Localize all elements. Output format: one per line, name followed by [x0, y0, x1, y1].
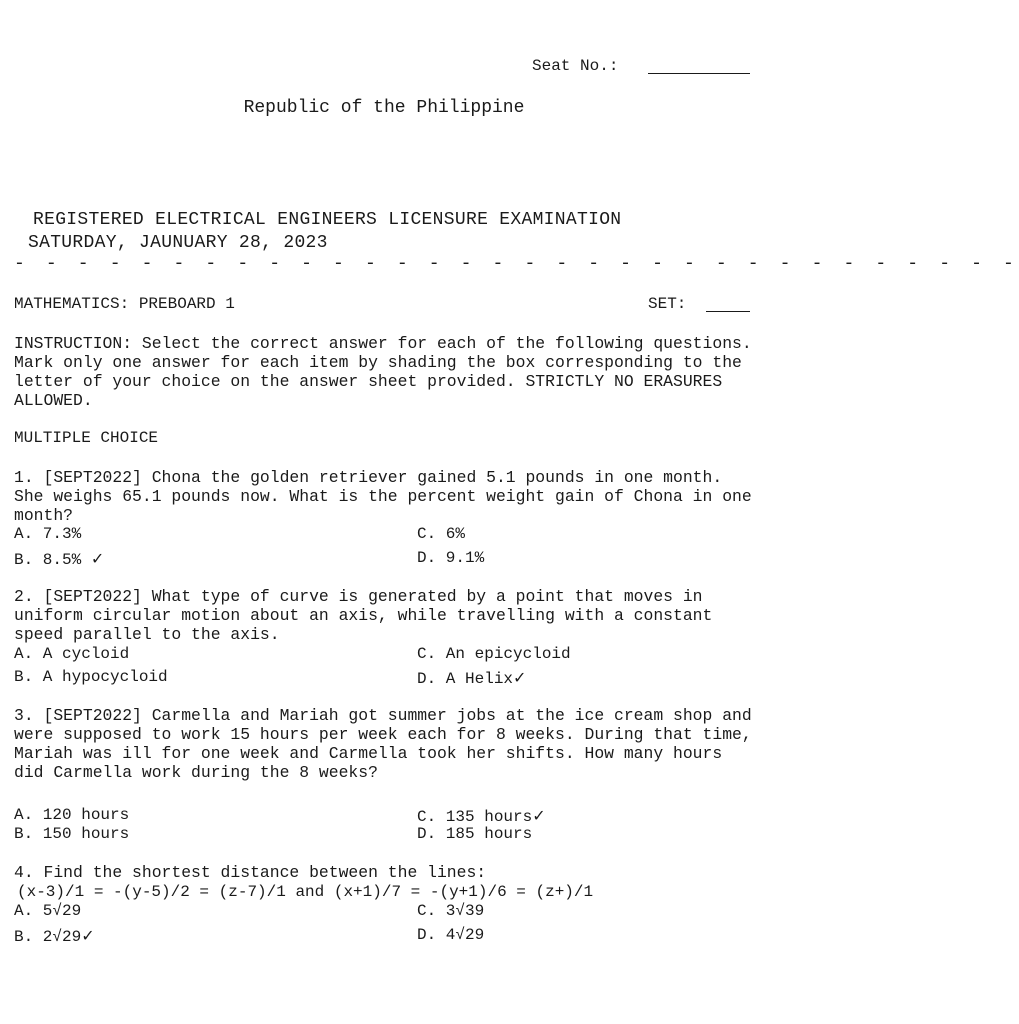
separator-line: - - - - - - - - - - - - - - - - - - - - - - - - - - - - - - - -	[14, 254, 1019, 274]
question-2-option-c: C. An epicycloid	[417, 645, 571, 663]
instruction-text: INSTRUCTION: Select the correct answer for each of the following questions. Mark only one answer for each item by shading the box corresponding to the letter of your choice on the answer sheet provided. STRICTLY NO ERASURES ALLOWED.	[14, 334, 752, 410]
question-1-option-b	[14, 549, 104, 570]
question-2-option-b: B. A hypocycloid	[14, 668, 168, 686]
section-title: MULTIPLE CHOICE	[14, 429, 159, 447]
question-3-option-d: D. 185 hours	[417, 825, 533, 843]
question-4-option-c: C. 3√39	[417, 902, 485, 920]
exam-title: REGISTERED ELECTRICAL ENGINEERS LICENSURE EXAMINATION	[33, 210, 622, 230]
question-3-text: 3. [SEPT2022] Carmella and Mariah got summer jobs at the ice cream shop and were supposed to work 15 hours per week each for 8 weeks. During that time, Mariah was ill for one week and Carmella took her shifts. How many hours did Carmella work during the 8 weeks?	[14, 706, 752, 782]
question-1-option-a: A. 7.3%	[14, 525, 82, 543]
question-2-option-d	[417, 668, 526, 689]
set-label: SET:	[648, 295, 687, 313]
question-4-option-b-label: B. 2√29	[14, 928, 82, 946]
check-mark-icon: ✓	[90, 549, 105, 568]
question-2-option-d-label: D. A Helix	[417, 670, 514, 688]
seat-number-blank	[648, 73, 750, 74]
question-1-option-d: D. 9.1%	[417, 549, 485, 567]
question-4-option-b	[14, 926, 95, 947]
question-2-option-a: A. A cycloid	[14, 645, 130, 663]
question-1-option-b-label: B. 8.5%	[14, 551, 82, 569]
question-1-text: 1. [SEPT2022] Chona the golden retriever gained 5.1 pounds in one month. She weighs 65.1 pounds now. What is the percent weight gain of Chona in one month?	[14, 468, 752, 525]
set-blank	[706, 311, 750, 312]
question-3-option-b: B. 150 hours	[14, 825, 130, 843]
republic-heading: Republic of the Philippine	[243, 98, 525, 118]
question-1-option-c: C. 6%	[417, 525, 466, 543]
seat-number-label: Seat No.:	[532, 57, 619, 75]
check-mark-icon: ✓	[532, 806, 546, 825]
question-3-option-a: A. 120 hours	[14, 806, 130, 824]
question-4-option-a: A. 5√29	[14, 902, 82, 920]
question-4-text: 4. Find the shortest distance between the lines:	[14, 863, 487, 882]
question-4-option-d: D. 4√29	[417, 926, 485, 944]
question-3-option-c	[417, 806, 546, 827]
question-3-option-c-label: C. 135 hours	[417, 808, 533, 826]
subject-title: MATHEMATICS: PREBOARD 1	[14, 295, 235, 313]
check-mark-icon: ✓	[513, 668, 527, 687]
question-2-text: 2. [SEPT2022] What type of curve is generated by a point that moves in uniform circular motion about an axis, while travelling with a constant speed parallel to the axis.	[14, 587, 713, 644]
check-mark-icon: ✓	[81, 926, 95, 945]
exam-date: SATURDAY, JAUNUARY 28, 2023	[28, 233, 328, 253]
question-4-equation: (x-3)/1 = -(y-5)/2 = (z-7)/1 and (x+1)/7 = -(y+1)/6 = (z+)/1	[17, 883, 594, 901]
